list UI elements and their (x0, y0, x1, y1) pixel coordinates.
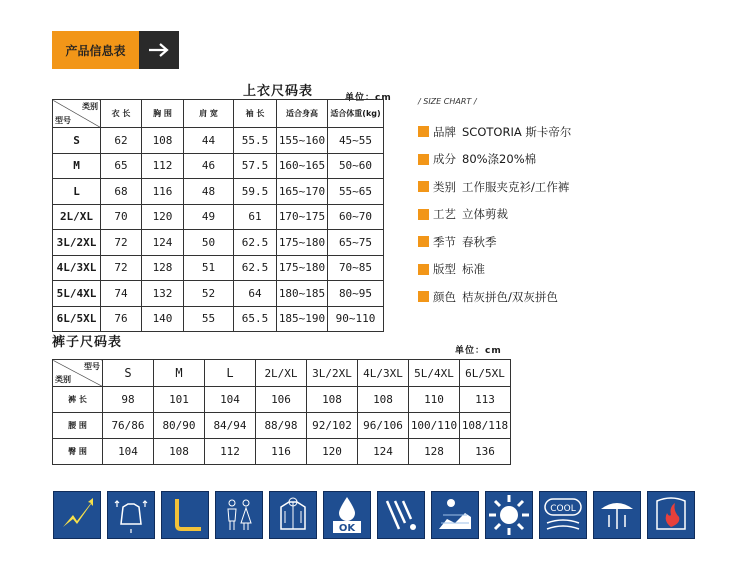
column-header: 适合体重(kg) (328, 100, 384, 128)
info-row (418, 118, 571, 146)
table-cell: 110 (409, 387, 460, 413)
info-value: 春秋季 (462, 234, 497, 249)
table-cell: 49 (184, 204, 234, 230)
table-cell: 101 (154, 387, 205, 413)
table-cell: 60~70 (328, 204, 384, 230)
bullet-square-icon (418, 264, 429, 275)
info-row (418, 256, 571, 284)
top-size-table (52, 99, 384, 332)
table-cell: 106 (256, 387, 307, 413)
table-cell: 55~65 (328, 179, 384, 205)
info-row (418, 201, 571, 229)
size-chart-label: / SIZE CHART / (418, 97, 477, 106)
size-label-cell: 4L/3XL (53, 255, 101, 281)
table-cell: 170~175 (277, 204, 328, 230)
table-cell: 65~75 (328, 230, 384, 256)
sun-icon (485, 491, 533, 539)
unisex-icon (215, 491, 263, 539)
row-label-cell: 裤 长 (53, 387, 103, 413)
size-label-cell: 2L/XL (53, 204, 101, 230)
table-cell: 76/86 (103, 413, 154, 439)
table-cell: 96/106 (358, 413, 409, 439)
product-info-list (418, 118, 571, 311)
table-cell: 155~160 (277, 128, 328, 154)
row-label-cell: 腰 围 (53, 413, 103, 439)
table-cell: 65 (101, 153, 142, 179)
table-cell: 45~55 (328, 128, 384, 154)
table-cell: 80/90 (154, 413, 205, 439)
info-row (418, 146, 571, 174)
wind-resistant-icon (377, 491, 425, 539)
table-cell: 100/110 (409, 413, 460, 439)
table-cell: 50~60 (328, 153, 384, 179)
info-row (418, 283, 571, 311)
info-key: 品牌 (433, 124, 456, 139)
size-header-cell: 3L/2XL (307, 360, 358, 387)
column-header: 肩 宽 (184, 100, 234, 128)
bullet-square-icon (418, 154, 429, 165)
table-cell: 80~95 (328, 281, 384, 307)
info-key: 季节 (433, 234, 456, 249)
info-value: 桔灰拼色/双灰拼色 (462, 289, 558, 304)
size-header-cell: 6L/5XL (460, 360, 511, 387)
table-cell: 62 (101, 128, 142, 154)
table-cell: 128 (142, 255, 184, 281)
bullet-square-icon (418, 126, 429, 137)
bottom-table-title: 裤子尺码表 (52, 335, 123, 350)
column-header: 袖 长 (234, 100, 277, 128)
table-cell: 44 (184, 128, 234, 154)
table-cell: 55.5 (234, 128, 277, 154)
table-cell: 57.5 (234, 153, 277, 179)
breathable-shirt-icon (107, 491, 155, 539)
table-cell: 90~110 (328, 306, 384, 332)
flame-shield-icon (647, 491, 695, 539)
table-cell: 108 (307, 387, 358, 413)
table-cell: 132 (142, 281, 184, 307)
table-cell: 98 (103, 387, 154, 413)
table-cell: 55 (184, 306, 234, 332)
size-header-cell: M (154, 360, 205, 387)
lightning-icon (53, 491, 101, 539)
table-cell: 52 (184, 281, 234, 307)
bullet-square-icon (418, 236, 429, 247)
table-cell: 74 (101, 281, 142, 307)
table-row (53, 413, 511, 439)
table-cell: 128 (409, 439, 460, 465)
table-cell: 62.5 (234, 255, 277, 281)
info-key: 颜色 (433, 289, 456, 304)
column-header: 适合身高 (277, 100, 328, 128)
info-value: SCOTORIA 斯卡帝尔 (462, 124, 572, 139)
table-cell: 59.5 (234, 179, 277, 205)
top-table-title: 上衣尺码表 (243, 84, 314, 99)
table-cell: 61 (234, 204, 277, 230)
table-cell: 113 (460, 387, 511, 413)
info-value: 工作服夹克衫/工作裤 (462, 179, 570, 194)
corner-bottom-label: 型号 (55, 116, 71, 125)
corner-top-label: 类别 (82, 102, 98, 111)
table-cell: 50 (184, 230, 234, 256)
table-cell: 108 (154, 439, 205, 465)
table-cell: 140 (142, 306, 184, 332)
sweat-wicking-icon (431, 491, 479, 539)
table-cell: 120 (307, 439, 358, 465)
info-key: 工艺 (433, 207, 456, 222)
feature-icons (53, 491, 695, 539)
info-row (418, 228, 571, 256)
table-row (53, 153, 384, 179)
top-table-corner (53, 100, 101, 128)
waterproof-ok-icon (323, 491, 371, 539)
row-label-cell: 臀 围 (53, 439, 103, 465)
size-label-cell: L (53, 179, 101, 205)
size-label-cell: M (53, 153, 101, 179)
table-cell: 112 (142, 153, 184, 179)
table-row (53, 128, 384, 154)
table-row (53, 439, 511, 465)
table-cell: 72 (101, 255, 142, 281)
size-label-cell: 3L/2XL (53, 230, 101, 256)
table-cell: 68 (101, 179, 142, 205)
size-header-cell: 5L/4XL (409, 360, 460, 387)
table-cell: 65.5 (234, 306, 277, 332)
table-cell: 160~165 (277, 153, 328, 179)
table-cell: 175~180 (277, 230, 328, 256)
corner-bottom-label: 类别 (55, 375, 71, 384)
banner-label: 产品信息表 (52, 31, 139, 69)
table-cell: 136 (460, 439, 511, 465)
banner (52, 31, 179, 69)
table-cell: 70~85 (328, 255, 384, 281)
table-row (53, 230, 384, 256)
table-cell: 116 (142, 179, 184, 205)
bullet-square-icon (418, 209, 429, 220)
table-cell: 84/94 (205, 413, 256, 439)
table-cell: 180~185 (277, 281, 328, 307)
info-value: 80%涤20%棉 (462, 152, 537, 167)
size-label-cell: S (53, 128, 101, 154)
size-label-cell: 6L/5XL (53, 306, 101, 332)
table-cell: 104 (103, 439, 154, 465)
top-table-unit: 单位：cm (345, 93, 392, 103)
table-cell: 165~170 (277, 179, 328, 205)
table-row (53, 281, 384, 307)
table-cell: 120 (142, 204, 184, 230)
ergonomic-seat-icon (161, 491, 209, 539)
cool-text: COOL (550, 504, 576, 514)
table-cell: 116 (256, 439, 307, 465)
cool-icon (539, 491, 587, 539)
size-header-cell: S (103, 360, 154, 387)
corner-top-label: 型号 (84, 362, 100, 371)
info-key: 类别 (433, 179, 456, 194)
info-row (418, 173, 571, 201)
table-cell: 124 (142, 230, 184, 256)
table-cell: 175~180 (277, 255, 328, 281)
table-cell: 76 (101, 306, 142, 332)
shirt-icon (269, 491, 317, 539)
table-row (53, 204, 384, 230)
info-key: 成分 (433, 152, 456, 167)
size-header-cell: L (205, 360, 256, 387)
umbrella-icon (593, 491, 641, 539)
table-cell: 112 (205, 439, 256, 465)
ok-text: OK (338, 523, 356, 534)
size-header-cell: 4L/3XL (358, 360, 409, 387)
table-cell: 108 (358, 387, 409, 413)
table-cell: 51 (184, 255, 234, 281)
table-cell: 72 (101, 230, 142, 256)
info-value: 标准 (462, 262, 485, 277)
bullet-square-icon (418, 181, 429, 192)
bullet-square-icon (418, 291, 429, 302)
table-cell: 108 (142, 128, 184, 154)
table-cell: 88/98 (256, 413, 307, 439)
table-row (53, 387, 511, 413)
table-cell: 48 (184, 179, 234, 205)
size-label-cell: 5L/4XL (53, 281, 101, 307)
arrow-right-icon (139, 31, 179, 69)
table-cell: 64 (234, 281, 277, 307)
bottom-table-unit: 单位：cm (455, 346, 502, 356)
bottom-table-corner (53, 360, 103, 387)
bottom-size-table (52, 359, 511, 465)
table-row (53, 179, 384, 205)
table-cell: 185~190 (277, 306, 328, 332)
info-key: 版型 (433, 262, 456, 277)
table-cell: 46 (184, 153, 234, 179)
table-cell: 108/118 (460, 413, 511, 439)
table-row (53, 255, 384, 281)
table-cell: 104 (205, 387, 256, 413)
size-header-cell: 2L/XL (256, 360, 307, 387)
column-header: 胸 围 (142, 100, 184, 128)
table-cell: 92/102 (307, 413, 358, 439)
table-cell: 124 (358, 439, 409, 465)
table-cell: 70 (101, 204, 142, 230)
info-value: 立体剪裁 (462, 207, 508, 222)
table-cell: 62.5 (234, 230, 277, 256)
table-row (53, 306, 384, 332)
column-header: 衣 长 (101, 100, 142, 128)
